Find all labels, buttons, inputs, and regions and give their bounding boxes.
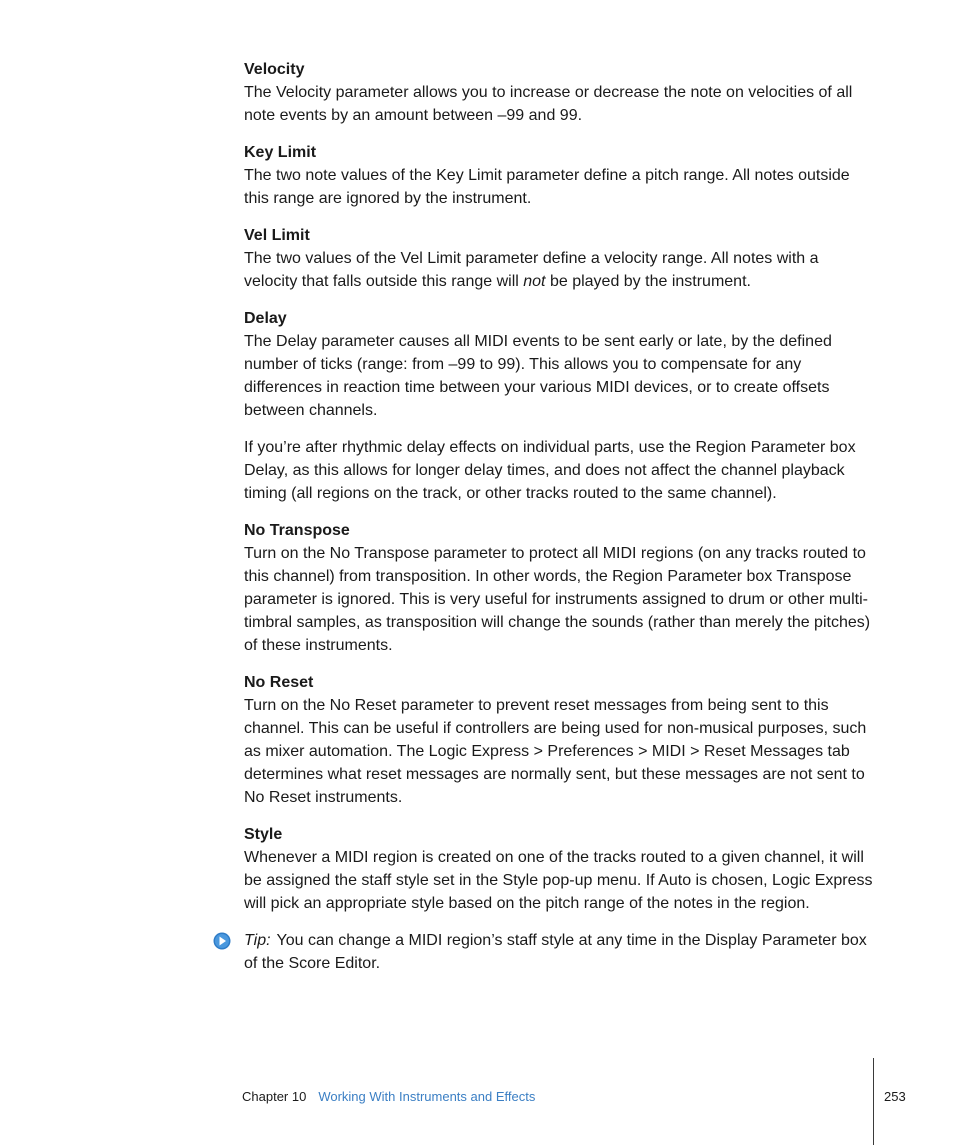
footer-chapter-title-link[interactable]: Working With Instruments and Effects	[318, 1089, 536, 1104]
footer-chapter: Chapter 10	[242, 1089, 307, 1104]
section-paragraph: Whenever a MIDI region is created on one of the tracks routed to a given channel, it will be assigned the staff style set in the Style pop-up menu. If Auto is chosen, Logic Express will pick an appropriate style based on the pitch range of the notes in the region.	[244, 849, 873, 912]
section-heading: Vel Limit	[244, 227, 310, 244]
section-no-reset	[244, 671, 874, 809]
footer-divider	[873, 1058, 874, 1145]
paragraph-text: be played by the instrument.	[545, 273, 751, 290]
section-vel-limit	[244, 224, 874, 293]
page-content	[244, 58, 874, 975]
section-no-transpose	[244, 519, 874, 657]
section-paragraph: If you’re after rhythmic delay effects on individual parts, use the Region Parameter box Delay, as this allows for longer delay times, and does not affect the channel playback timing (all regions on the track, or other tracks routed to the same channel).	[244, 439, 856, 502]
section-paragraph: The Delay parameter causes all MIDI events to be sent early or late, by the defined number of ticks (range: from –99 to 99). This allows you to compensate for any differences in reaction time between your various MIDI devices, or to create offsets between channels.	[244, 333, 832, 419]
emphasis-text: not	[523, 273, 546, 290]
tip-text: You can change a MIDI region’s staff style at any time in the Display Parameter box of the Score Editor.	[244, 932, 867, 972]
section-delay	[244, 307, 874, 505]
section-paragraph: The Velocity parameter allows you to increase or decrease the note on velocities of all note events by an amount between –99 and 99.	[244, 84, 853, 124]
section-velocity	[244, 58, 874, 127]
section-paragraph	[244, 247, 874, 293]
tip-note	[244, 929, 874, 975]
section-heading: Velocity	[244, 61, 305, 78]
section-heading: Style	[244, 826, 283, 843]
section-heading: Delay	[244, 310, 287, 327]
section-paragraph: Turn on the No Transpose parameter to protect all MIDI regions (on any tracks routed to this channel) from transposition. In other words, the Region Parameter box Transpose parameter is ignored. This is very useful for instruments assigned to drum or other multi-timbral samples, as transposition will change the sounds (rather than merely the pitches) of these instruments.	[244, 545, 871, 654]
tip-arrow-icon	[213, 932, 231, 950]
section-heading: No Reset	[244, 674, 314, 691]
tip-label: Tip:	[244, 932, 271, 949]
section-paragraph: The two note values of the Key Limit parameter define a pitch range. All notes outside this range are ignored by the instrument.	[244, 167, 850, 207]
section-key-limit	[244, 141, 874, 210]
section-paragraph: Turn on the No Reset parameter to prevent reset messages from being sent to this channel. This can be useful if controllers are being used for non-musical purposes, such as mixer automation. The Logic Express > Preferences > MIDI > Reset Messages tab determines what reset messages are normally sent, but these messages are not sent to No Reset instruments.	[244, 697, 867, 806]
section-heading: Key Limit	[244, 144, 317, 161]
paragraph-text: The two values of the Vel Limit parameter define a velocity range. All notes with a velocity that falls outside this range will	[244, 250, 819, 290]
page-footer	[242, 1088, 535, 1106]
section-style	[244, 823, 874, 915]
section-heading: No Transpose	[244, 522, 350, 539]
page-number: 253	[884, 1089, 906, 1104]
